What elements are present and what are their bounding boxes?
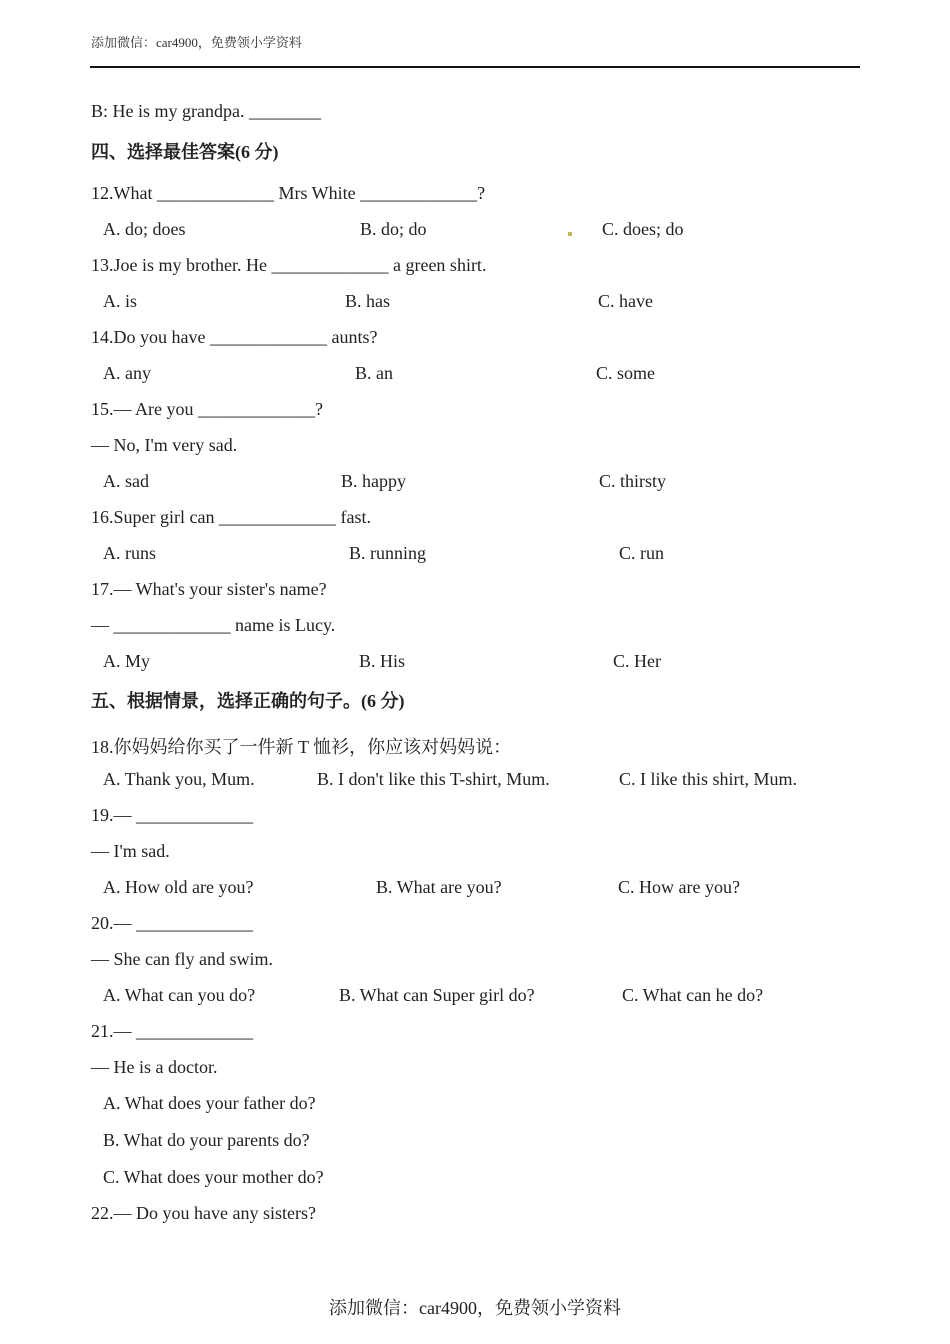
- stray-dot: [568, 232, 572, 236]
- q15-option-c: C. thirsty: [599, 471, 667, 491]
- q13-option-b: B. has: [345, 291, 390, 311]
- q16-option-c: C. run: [619, 543, 664, 563]
- q15-reply: — No, I'm very sad.: [91, 435, 238, 455]
- q18-option-a: A. Thank you, Mum.: [103, 769, 255, 789]
- question-19: 19.— _____________: [91, 805, 253, 825]
- header-divider: [90, 66, 860, 68]
- q19-option-c: C. How are you?: [618, 877, 740, 897]
- question-14: 14.Do you have _____________ aunts?: [91, 327, 378, 347]
- q16-option-b: B. running: [349, 543, 427, 563]
- question-17: 17.— What's your sister's name?: [91, 579, 327, 599]
- q15-option-b: B. happy: [341, 471, 406, 491]
- question-12: 12.What _____________ Mrs White _____________?: [91, 183, 486, 203]
- question-13: 13.Joe is my brother. He _____________ a green shirt.: [91, 255, 487, 275]
- q17-reply: — _____________ name is Lucy.: [91, 615, 336, 635]
- question-20: 20.— _____________: [91, 913, 253, 933]
- q14-option-a: A. any: [103, 363, 151, 383]
- q17-option-b: B. His: [359, 651, 406, 671]
- question-22: 22.— Do you have any sisters?: [91, 1203, 316, 1223]
- q19-option-b: B. What are you?: [376, 877, 502, 897]
- q15-option-a: A. sad: [103, 471, 149, 491]
- q19-reply: — I'm sad.: [91, 841, 170, 861]
- q21-reply: — He is a doctor.: [91, 1057, 218, 1077]
- q18-option-b: B. I don't like this T-shirt, Mum.: [317, 769, 550, 789]
- q12-option-c: C. does; do: [602, 219, 684, 239]
- q16-option-a: A. runs: [103, 543, 156, 563]
- intro-line: B: He is my grandpa. ________: [91, 101, 321, 121]
- q12-option-b: B. do; do: [360, 219, 427, 239]
- question-18: 18.你妈妈给你买了一件新 T 恤衫，你应该对妈妈说：: [91, 737, 512, 757]
- q20-option-a: A. What can you do?: [103, 985, 256, 1005]
- q21-option-a: A. What does your father do?: [103, 1093, 316, 1113]
- q14-option-c: C. some: [596, 363, 656, 383]
- page-footer: 添加微信：car4900，免费领小学资料: [329, 1298, 621, 1318]
- q13-option-a: A. is: [103, 291, 138, 311]
- q20-option-c: C. What can he do?: [622, 985, 764, 1005]
- q13-option-c: C. have: [598, 291, 653, 311]
- section-4-title: 四、选择最佳答案(6 分): [91, 142, 279, 162]
- question-16: 16.Super girl can _____________ fast.: [91, 507, 371, 527]
- q17-option-c: C. Her: [613, 651, 661, 671]
- q18-option-c: C. I like this shirt, Mum.: [619, 769, 798, 789]
- q20-option-b: B. What can Super girl do?: [339, 985, 535, 1005]
- page-header: 添加微信：car4900，免费领小学资料: [91, 35, 302, 50]
- section-5-title: 五、根据情景，选择正确的句子。(6 分): [91, 691, 405, 711]
- q20-reply: — She can fly and swim.: [91, 949, 273, 969]
- q19-option-a: A. How old are you?: [103, 877, 254, 897]
- q21-option-b: B. What do your parents do?: [103, 1130, 310, 1150]
- q21-option-c: C. What does your mother do?: [103, 1167, 324, 1187]
- question-15: 15.— Are you _____________?: [91, 399, 323, 419]
- q14-option-b: B. an: [355, 363, 393, 383]
- q17-option-a: A. My: [103, 651, 151, 671]
- q12-option-a: A. do; does: [103, 219, 186, 239]
- question-21: 21.— _____________: [91, 1021, 253, 1041]
